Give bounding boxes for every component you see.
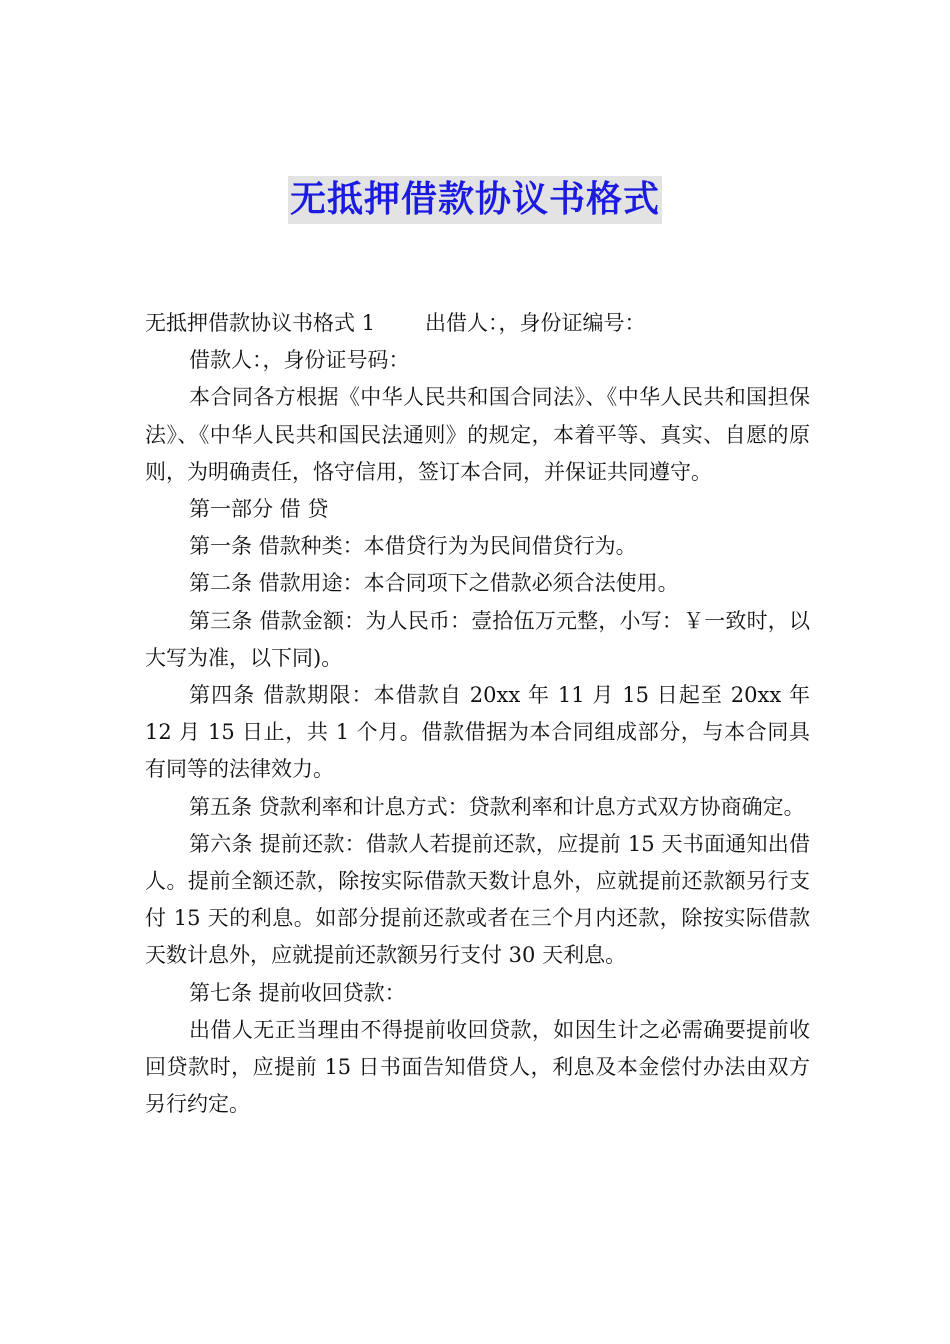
article-6: 第六条 提前还款：借款人若提前还款，应提前 15 天书面通知出借人。提前全额还款，除按实际借款天数计息外，应就提前还款额另行支付 15 天的利息。如部分提前还款或者在三个月内还款，除按实际借款天数计息外，应就提前还款额另行支付 30 天利息。 [145, 831, 810, 968]
article-5: 第五条 贷款利率和计息方式：贷款利率和计息方式双方协商确定。 [189, 794, 805, 819]
document-body [145, 305, 810, 1123]
article-7-heading: 第七条 提前收回贷款： [189, 980, 406, 1005]
first-line [145, 305, 810, 342]
part-one-heading: 第一部分 借 贷 [189, 497, 329, 522]
lender-info: 出借人：，身份证编号： [425, 311, 646, 335]
document-heading-ref: 无抵押借款协议书格式 1 [145, 311, 376, 335]
article-4: 第四条 借款期限：本借款自 20xx 年 11 月 15 日起至 20xx 年 12 月 15 日止，共 1 个月。借款借据为本合同组成部分，与本合同具有同等的法律效力。 [145, 683, 810, 782]
article-3: 第三条 借款金额：为人民币：壹拾伍万元整，小写：￥一致时，以大写为准，以下同)。 [145, 608, 810, 670]
title-container [0, 176, 950, 224]
article-2: 第二条 借款用途：本合同项下之借款必须合法使用。 [189, 571, 679, 596]
preamble-paragraph: 本合同各方根据《中华人民共和国合同法》、《中华人民共和国担保法》、《中华人民共和国民法通则》的规定，本着平等、真实、自愿的原则，为明确责任，恪守信用，签订本合同，并保证共同遵守。 [145, 385, 810, 484]
article-7-body: 出借人无正当理由不得提前收回贷款，如因生计之必需确要提前收回贷款时，应提前 15 日书面告知借贷人，利息及本金偿付办法由双方另行约定。 [145, 1017, 810, 1117]
article-1: 第一条 借款种类：本借贷行为为民间借贷行为。 [189, 534, 637, 559]
borrower-info: 借款人：，身份证号码： [189, 348, 410, 373]
document-title: 无抵押借款协议书格式 [288, 176, 662, 224]
